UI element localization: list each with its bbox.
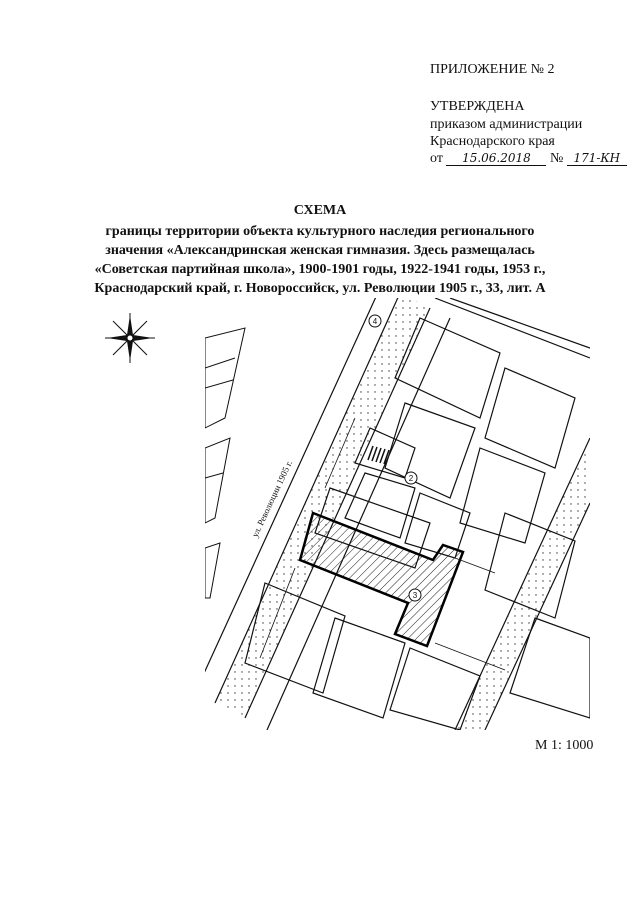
marker-3 — [409, 589, 421, 601]
title-line-3: «Советская партийная школа», 1900-1901 годы, 1922-1941 годы, 1953 г., — [94, 262, 546, 277]
order-line-1: приказом администрации — [430, 117, 583, 132]
date-value: 15.06.2018 — [446, 151, 546, 166]
title-line-1: границы территории объекта культурного наследия регионального — [105, 224, 535, 239]
street-label: ул. Революции 1905 г. — [249, 458, 295, 539]
svg-text:3: 3 — [412, 591, 418, 600]
title-line-2: значения «Александринская женская гимназия. Здесь размещалась — [105, 243, 535, 258]
marker-2 — [405, 472, 417, 484]
number-value: 171-КН — [567, 151, 627, 166]
title-line-4: Краснодарский край, г. Новороссийск, ул. Революции 1905 г., 33, лит. А — [94, 281, 546, 296]
svg-text:4: 4 — [372, 317, 378, 326]
map-scale: М 1: 1000 — [535, 738, 594, 753]
number-prefix: № — [549, 151, 564, 166]
date-prefix: от — [430, 151, 443, 166]
order-line-2: Краснодарского края — [430, 134, 555, 149]
marker-4 — [369, 315, 381, 327]
heritage-object-boundary — [300, 513, 463, 646]
svg-text:2: 2 — [408, 474, 414, 483]
compass-rose-icon — [103, 311, 157, 365]
order-date-line — [430, 151, 627, 167]
site-map — [205, 298, 590, 730]
appendix-label: ПРИЛОЖЕНИЕ № 2 — [430, 62, 555, 77]
scheme-heading: СХЕМА — [293, 203, 347, 218]
approved-label: УТВЕРЖДЕНА — [430, 99, 525, 114]
